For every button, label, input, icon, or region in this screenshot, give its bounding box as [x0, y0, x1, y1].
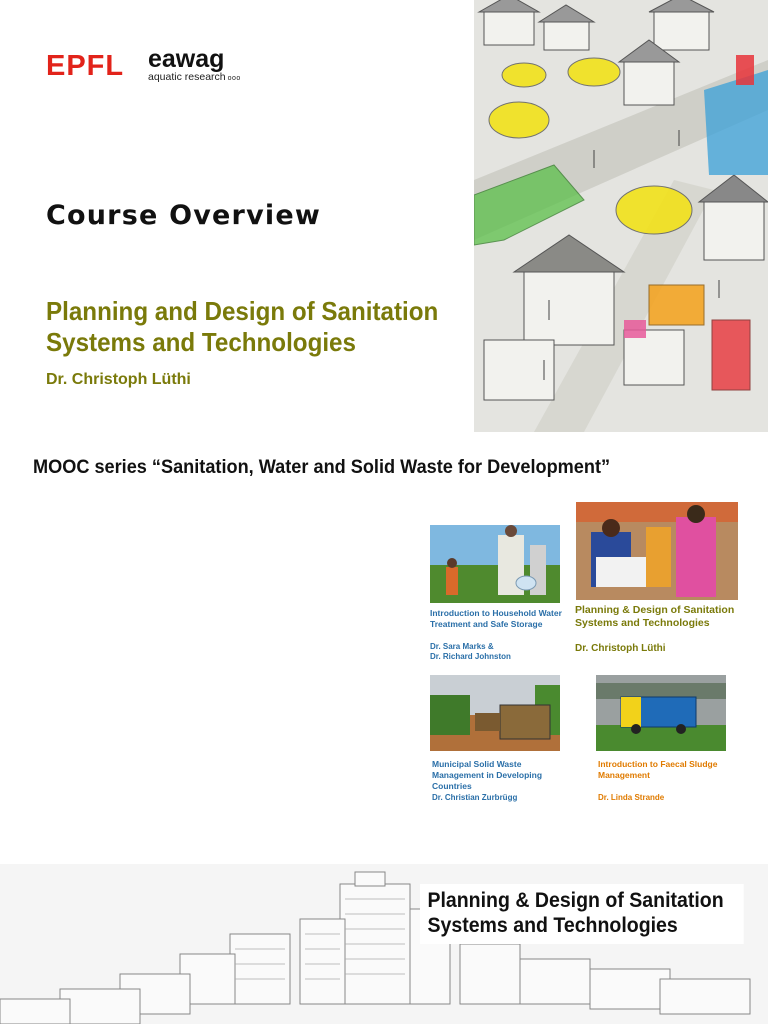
- course-card-author: Dr. Linda Strande: [598, 793, 665, 802]
- slide-course-overview: [0, 0, 768, 432]
- epfl-logo: EPFL: [46, 50, 125, 82]
- eawag-logo-subtitle: aquatic research ooo: [148, 71, 241, 83]
- course-card-title: Planning & Design of Sanitation Systems and Technologies: [575, 604, 735, 629]
- page-heading: Course Overview: [46, 200, 321, 231]
- course-title: Planning and Design of Sanitation Systems and Technologies: [46, 296, 439, 357]
- sanitation-illustration: [474, 0, 768, 432]
- faecal-sludge-photo: [596, 675, 726, 751]
- eawag-logo: [148, 46, 241, 83]
- banner-title: Planning & Design of Sanitation Systems and Technologies: [420, 884, 744, 944]
- course-card-author: Dr. Richard Johnston: [430, 652, 511, 661]
- slide-title-banner: [0, 864, 768, 1024]
- course-card-title: Municipal Solid Waste Management in Developing Countries: [432, 759, 543, 791]
- mooc-series-heading: MOOC series “Sanitation, Water and Solid Waste for Development”: [33, 456, 611, 478]
- sanitation-planning-photo: [576, 502, 738, 600]
- course-card-title: Introduction to Faecal Sludge Management: [598, 759, 718, 780]
- slide-mooc-series: [0, 432, 768, 864]
- household-water-photo: [430, 525, 560, 603]
- course-card-author: Dr. Sara Marks &: [430, 642, 494, 651]
- course-card-author: Dr. Christoph Lüthi: [575, 643, 666, 654]
- solid-waste-photo: [430, 675, 560, 751]
- eawag-logo-word: eawag: [148, 45, 225, 73]
- course-card-author: Dr. Christian Zurbrügg: [432, 793, 518, 802]
- course-card-title: Introduction to Household Water Treatment and Safe Storage: [430, 608, 562, 629]
- course-author: Dr. Christoph Lüthi: [46, 371, 191, 388]
